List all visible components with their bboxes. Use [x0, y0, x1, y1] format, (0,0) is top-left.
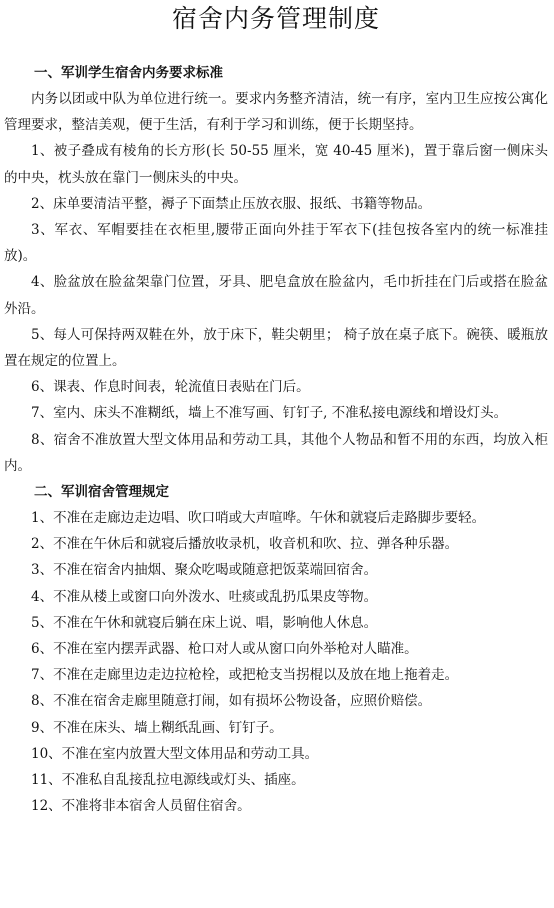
- paragraph-item: 1、不准在走廊边走边唱、吹口哨或大声喧哗。午休和就寝后走路脚步要轻。: [31, 510, 486, 527]
- document-title: 宿舍内务管理制度: [171, 4, 380, 33]
- paragraph-item: 7、室内、床头不准糊纸，墙上不准写画、钉钉子, 不准私接电源线和增设灯头。: [31, 405, 508, 422]
- paragraph-intro: 内务以团或中队为单位进行统一。要求内务整齐清洁，统一有序，室内卫生应按公寓化管理要求，整洁美观，便于生活，有利于学习和训练，便于长期坚持。: [4, 91, 548, 134]
- paragraph-item: 5、不准在午休和就寝后躺在床上说、唱，影响他人休息。: [31, 614, 378, 631]
- section-regulations: [4, 479, 548, 819]
- paragraph-item: 2、不准在午休后和就寝后播放收录机，收音机和吹、拉、弹各种乐器。: [31, 536, 459, 553]
- section-heading: 二、军训宿舍管理规定: [34, 484, 169, 501]
- paragraph-item: 5、每人可保持两双鞋在外，放于床下，鞋尖朝里； 椅子放在桌子底下。碗筷、暖瓶放置在规定的位置上。: [4, 326, 548, 370]
- paragraph-item: 6、不准在室内摆弄武器、枪口对人或从窗口向外举枪对人瞄准。: [31, 641, 418, 658]
- section-requirements: [4, 60, 548, 479]
- paragraph-item: 3、不准在宿舍内抽烟、聚众吃喝或随意把饭菜端回宿舍。: [31, 562, 378, 579]
- paragraph-item: 1、被子叠成有棱角的长方形(长 50-55 厘米，宽 40-45 厘米)，置于靠后窗一侧床头的中央，枕头放在靠门一侧床头的中央。: [4, 143, 548, 186]
- paragraph-item: 11、不准私自乱接乱拉电源线或灯头、插座。: [31, 772, 305, 789]
- section-heading: 一、军训学生宿舍内务要求标准: [34, 65, 223, 81]
- paragraph-item: 8、不准在宿舍走廊里随意打闹，如有损坏公物设备，应照价赔偿。: [31, 693, 432, 710]
- paragraph-item: 4、不准从楼上或窗口向外泼水、吐痰或乱扔瓜果皮等物。: [31, 588, 378, 605]
- paragraph-item: 6、课表、作息时间表，轮流值日表贴在门后。: [31, 379, 310, 396]
- paragraph-item: 9、不准在床头、墙上糊纸乱画、钉钉子。: [31, 719, 283, 736]
- paragraph-item: 7、不准在走廊里边走边拉枪栓，或把枪支当拐棍以及放在地上拖着走。: [31, 667, 459, 684]
- paragraph-item: 2、床单要清洁平整，褥子下面禁止压放衣服、报纸、书籍等物品。: [31, 195, 432, 212]
- paragraph-item: 12、不准将非本宿舍人员留住宿舍。: [31, 798, 251, 815]
- paragraph-item: 3、军衣、军帽要挂在衣柜里,腰带正面向外挂于军衣下(挂包按各室内的统一标准挂放)。: [4, 222, 548, 265]
- paragraph-item: 10、不准在室内放置大型文体用品和劳动工具。: [31, 745, 319, 762]
- paragraph-item: 8、宿舍不准放置大型文体用品和劳动工具，其他个人物品和暂不用的东西，均放入柜内。: [4, 431, 548, 474]
- paragraph-item: 4、脸盆放在脸盆架靠门位置，牙具、肥皂盒放在脸盆内，毛巾折挂在门后或搭在脸盆外沿。: [4, 274, 548, 317]
